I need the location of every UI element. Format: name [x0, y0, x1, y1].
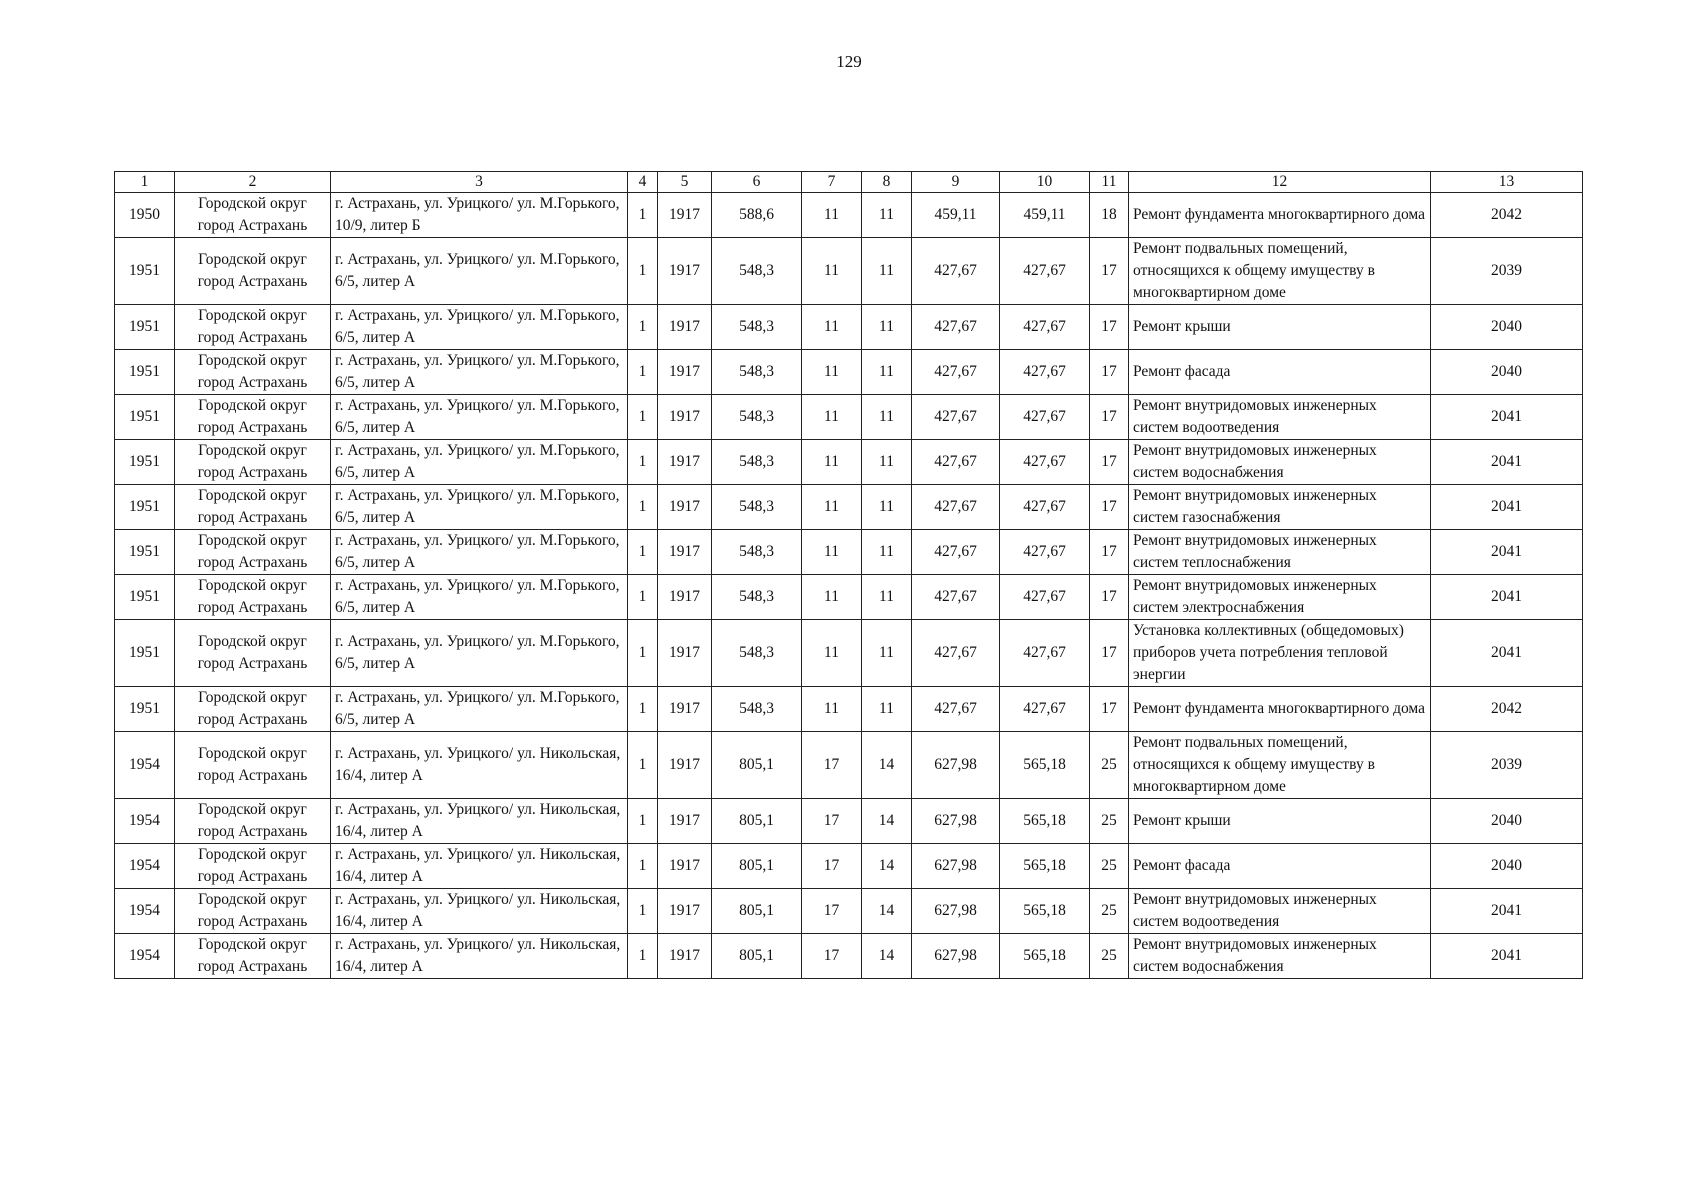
col8-cell: 11	[862, 238, 912, 305]
table-row	[115, 732, 1583, 799]
year-cell: 2040	[1431, 799, 1583, 844]
col11-cell: 25	[1090, 934, 1129, 979]
col9-cell: 427,67	[912, 305, 1000, 350]
column-header-4: 4	[628, 172, 658, 193]
col11-cell: 25	[1090, 799, 1129, 844]
row-number: 1954	[115, 934, 175, 979]
col4-cell: 1	[628, 530, 658, 575]
row-number: 1954	[115, 732, 175, 799]
col9-cell: 627,98	[912, 889, 1000, 934]
col7-cell: 17	[802, 934, 862, 979]
municipality-cell: Городской округ город Астрахань	[175, 193, 331, 238]
col4-cell: 1	[628, 395, 658, 440]
row-number: 1951	[115, 305, 175, 350]
table-row	[115, 440, 1583, 485]
col4-cell: 1	[628, 575, 658, 620]
col10-cell: 427,67	[1000, 530, 1090, 575]
column-header-6: 6	[712, 172, 802, 193]
year-cell: 2041	[1431, 485, 1583, 530]
col10-cell: 459,11	[1000, 193, 1090, 238]
year-cell: 2041	[1431, 620, 1583, 687]
col11-cell: 18	[1090, 193, 1129, 238]
col9-cell: 427,67	[912, 350, 1000, 395]
row-number: 1954	[115, 799, 175, 844]
address-cell: г. Астрахань, ул. Урицкого/ ул. М.Горького, 6/5, литер А	[331, 305, 628, 350]
col8-cell: 11	[862, 350, 912, 395]
work-type-cell: Ремонт подвальных помещений, относящихся к общему имуществу в многоквартирном доме	[1129, 732, 1431, 799]
col6-cell: 548,3	[712, 395, 802, 440]
municipality-cell: Городской округ город Астрахань	[175, 889, 331, 934]
col9-cell: 427,67	[912, 238, 1000, 305]
row-number: 1951	[115, 440, 175, 485]
col4-cell: 1	[628, 238, 658, 305]
year-cell: 2042	[1431, 687, 1583, 732]
col8-cell: 14	[862, 844, 912, 889]
col4-cell: 1	[628, 844, 658, 889]
address-cell: г. Астрахань, ул. Урицкого/ ул. Никольская, 16/4, литер А	[331, 732, 628, 799]
col8-cell: 11	[862, 575, 912, 620]
col7-cell: 11	[802, 395, 862, 440]
col7-cell: 17	[802, 732, 862, 799]
row-number: 1950	[115, 193, 175, 238]
municipality-cell: Городской округ город Астрахань	[175, 575, 331, 620]
col10-cell: 565,18	[1000, 799, 1090, 844]
municipality-cell: Городской округ город Астрахань	[175, 620, 331, 687]
col5-cell: 1917	[658, 934, 712, 979]
col8-cell: 11	[862, 687, 912, 732]
year-cell: 2040	[1431, 350, 1583, 395]
column-header-2: 2	[175, 172, 331, 193]
table-row	[115, 350, 1583, 395]
row-number: 1951	[115, 485, 175, 530]
column-header-13: 13	[1431, 172, 1583, 193]
col4-cell: 1	[628, 305, 658, 350]
col6-cell: 805,1	[712, 799, 802, 844]
col10-cell: 427,67	[1000, 575, 1090, 620]
col5-cell: 1917	[658, 799, 712, 844]
work-type-cell: Ремонт внутридомовых инженерных систем водоотведения	[1129, 395, 1431, 440]
col10-cell: 565,18	[1000, 889, 1090, 934]
table-body	[115, 193, 1583, 979]
col6-cell: 548,3	[712, 620, 802, 687]
col9-cell: 459,11	[912, 193, 1000, 238]
table-row	[115, 620, 1583, 687]
col8-cell: 14	[862, 732, 912, 799]
year-cell: 2042	[1431, 193, 1583, 238]
table-row	[115, 530, 1583, 575]
table-row	[115, 889, 1583, 934]
work-type-cell: Ремонт внутридомовых инженерных систем электроснабжения	[1129, 575, 1431, 620]
year-cell: 2040	[1431, 844, 1583, 889]
col5-cell: 1917	[658, 575, 712, 620]
column-header-12: 12	[1129, 172, 1431, 193]
row-number: 1954	[115, 844, 175, 889]
work-type-cell: Ремонт внутридомовых инженерных систем газоснабжения	[1129, 485, 1431, 530]
col10-cell: 427,67	[1000, 238, 1090, 305]
address-cell: г. Астрахань, ул. Урицкого/ ул. Никольская, 16/4, литер А	[331, 799, 628, 844]
municipality-cell: Городской округ город Астрахань	[175, 732, 331, 799]
table-row	[115, 799, 1583, 844]
municipality-cell: Городской округ город Астрахань	[175, 305, 331, 350]
col9-cell: 427,67	[912, 440, 1000, 485]
year-cell: 2041	[1431, 889, 1583, 934]
table-row	[115, 193, 1583, 238]
municipality-cell: Городской округ город Астрахань	[175, 844, 331, 889]
col8-cell: 11	[862, 193, 912, 238]
municipality-cell: Городской округ город Астрахань	[175, 799, 331, 844]
address-cell: г. Астрахань, ул. Урицкого/ ул. М.Горького, 6/5, литер А	[331, 440, 628, 485]
col7-cell: 11	[802, 687, 862, 732]
col11-cell: 17	[1090, 620, 1129, 687]
col11-cell: 17	[1090, 350, 1129, 395]
col9-cell: 627,98	[912, 844, 1000, 889]
col5-cell: 1917	[658, 732, 712, 799]
col7-cell: 11	[802, 485, 862, 530]
col10-cell: 565,18	[1000, 732, 1090, 799]
col4-cell: 1	[628, 687, 658, 732]
address-cell: г. Астрахань, ул. Урицкого/ ул. Никольская, 16/4, литер А	[331, 934, 628, 979]
work-type-cell: Ремонт внутридомовых инженерных систем водоотведения	[1129, 889, 1431, 934]
column-header-7: 7	[802, 172, 862, 193]
municipality-cell: Городской округ город Астрахань	[175, 687, 331, 732]
col11-cell: 17	[1090, 530, 1129, 575]
col5-cell: 1917	[658, 530, 712, 575]
address-cell: г. Астрахань, ул. Урицкого/ ул. М.Горького, 6/5, литер А	[331, 620, 628, 687]
address-cell: г. Астрахань, ул. Урицкого/ ул. Никольская, 16/4, литер А	[331, 889, 628, 934]
col7-cell: 17	[802, 889, 862, 934]
table-row	[115, 687, 1583, 732]
col8-cell: 14	[862, 934, 912, 979]
col11-cell: 17	[1090, 305, 1129, 350]
col5-cell: 1917	[658, 687, 712, 732]
col4-cell: 1	[628, 485, 658, 530]
address-cell: г. Астрахань, ул. Урицкого/ ул. Никольская, 16/4, литер А	[331, 844, 628, 889]
col9-cell: 627,98	[912, 934, 1000, 979]
col9-cell: 427,67	[912, 485, 1000, 530]
col7-cell: 11	[802, 238, 862, 305]
work-type-cell: Ремонт фундамента многоквартирного дома	[1129, 687, 1431, 732]
col7-cell: 11	[802, 305, 862, 350]
col7-cell: 11	[802, 620, 862, 687]
address-cell: г. Астрахань, ул. Урицкого/ ул. М.Горького, 6/5, литер А	[331, 350, 628, 395]
column-header-9: 9	[912, 172, 1000, 193]
col9-cell: 427,67	[912, 530, 1000, 575]
municipality-cell: Городской округ город Астрахань	[175, 485, 331, 530]
year-cell: 2041	[1431, 440, 1583, 485]
col9-cell: 627,98	[912, 732, 1000, 799]
col8-cell: 11	[862, 620, 912, 687]
year-cell: 2041	[1431, 395, 1583, 440]
municipality-cell: Городской округ город Астрахань	[175, 934, 331, 979]
col4-cell: 1	[628, 350, 658, 395]
address-cell: г. Астрахань, ул. Урицкого/ ул. М.Горького, 10/9, литер Б	[331, 193, 628, 238]
col9-cell: 427,67	[912, 620, 1000, 687]
row-number: 1951	[115, 575, 175, 620]
row-number: 1951	[115, 238, 175, 305]
col4-cell: 1	[628, 799, 658, 844]
row-number: 1951	[115, 350, 175, 395]
table-row	[115, 934, 1583, 979]
col5-cell: 1917	[658, 620, 712, 687]
year-cell: 2039	[1431, 238, 1583, 305]
col4-cell: 1	[628, 620, 658, 687]
work-type-cell: Ремонт внутридомовых инженерных систем теплоснабжения	[1129, 530, 1431, 575]
col8-cell: 14	[862, 889, 912, 934]
row-number: 1954	[115, 889, 175, 934]
column-header-1: 1	[115, 172, 175, 193]
col5-cell: 1917	[658, 889, 712, 934]
col10-cell: 427,67	[1000, 620, 1090, 687]
col5-cell: 1917	[658, 238, 712, 305]
col6-cell: 548,3	[712, 350, 802, 395]
col5-cell: 1917	[658, 485, 712, 530]
col8-cell: 14	[862, 799, 912, 844]
address-cell: г. Астрахань, ул. Урицкого/ ул. М.Горького, 6/5, литер А	[331, 530, 628, 575]
col7-cell: 11	[802, 350, 862, 395]
col8-cell: 11	[862, 440, 912, 485]
col10-cell: 427,67	[1000, 395, 1090, 440]
column-header-10: 10	[1000, 172, 1090, 193]
work-type-cell: Ремонт внутридомовых инженерных систем водоснабжения	[1129, 934, 1431, 979]
col6-cell: 805,1	[712, 732, 802, 799]
col6-cell: 805,1	[712, 844, 802, 889]
municipality-cell: Городской округ город Астрахань	[175, 440, 331, 485]
work-type-cell: Ремонт внутридомовых инженерных систем водоснабжения	[1129, 440, 1431, 485]
row-number: 1951	[115, 530, 175, 575]
address-cell: г. Астрахань, ул. Урицкого/ ул. М.Горького, 6/5, литер А	[331, 238, 628, 305]
col11-cell: 17	[1090, 485, 1129, 530]
col10-cell: 427,67	[1000, 687, 1090, 732]
col10-cell: 427,67	[1000, 305, 1090, 350]
col11-cell: 17	[1090, 238, 1129, 305]
address-cell: г. Астрахань, ул. Урицкого/ ул. М.Горького, 6/5, литер А	[331, 575, 628, 620]
table-row	[115, 485, 1583, 530]
work-type-cell: Ремонт фасада	[1129, 844, 1431, 889]
col6-cell: 588,6	[712, 193, 802, 238]
row-number: 1951	[115, 620, 175, 687]
year-cell: 2041	[1431, 530, 1583, 575]
col6-cell: 548,3	[712, 305, 802, 350]
col6-cell: 548,3	[712, 530, 802, 575]
col8-cell: 11	[862, 395, 912, 440]
col11-cell: 17	[1090, 440, 1129, 485]
col10-cell: 427,67	[1000, 440, 1090, 485]
col6-cell: 548,3	[712, 440, 802, 485]
work-type-cell: Ремонт подвальных помещений, относящихся к общему имуществу в многоквартирном доме	[1129, 238, 1431, 305]
municipality-cell: Городской округ город Астрахань	[175, 238, 331, 305]
column-header-5: 5	[658, 172, 712, 193]
col9-cell: 627,98	[912, 799, 1000, 844]
col6-cell: 548,3	[712, 575, 802, 620]
col11-cell: 17	[1090, 687, 1129, 732]
col7-cell: 17	[802, 799, 862, 844]
column-header-3: 3	[331, 172, 628, 193]
col6-cell: 548,3	[712, 687, 802, 732]
col8-cell: 11	[862, 530, 912, 575]
col11-cell: 25	[1090, 732, 1129, 799]
work-type-cell: Ремонт фундамента многоквартирного дома	[1129, 193, 1431, 238]
column-header-11: 11	[1090, 172, 1129, 193]
col8-cell: 11	[862, 305, 912, 350]
municipality-cell: Городской округ город Астрахань	[175, 350, 331, 395]
year-cell: 2041	[1431, 934, 1583, 979]
table-row	[115, 844, 1583, 889]
col7-cell: 17	[802, 844, 862, 889]
col4-cell: 1	[628, 889, 658, 934]
address-cell: г. Астрахань, ул. Урицкого/ ул. М.Горького, 6/5, литер А	[331, 395, 628, 440]
col7-cell: 11	[802, 530, 862, 575]
col6-cell: 548,3	[712, 238, 802, 305]
col6-cell: 548,3	[712, 485, 802, 530]
year-cell: 2039	[1431, 732, 1583, 799]
col10-cell: 565,18	[1000, 844, 1090, 889]
col5-cell: 1917	[658, 440, 712, 485]
col4-cell: 1	[628, 732, 658, 799]
col10-cell: 565,18	[1000, 934, 1090, 979]
table-row	[115, 395, 1583, 440]
address-cell: г. Астрахань, ул. Урицкого/ ул. М.Горького, 6/5, литер А	[331, 485, 628, 530]
table-row	[115, 238, 1583, 305]
col6-cell: 805,1	[712, 889, 802, 934]
col7-cell: 11	[802, 193, 862, 238]
col6-cell: 805,1	[712, 934, 802, 979]
work-type-cell: Ремонт крыши	[1129, 305, 1431, 350]
table-header	[115, 172, 1583, 193]
work-type-cell: Установка коллективных (общедомовых) приборов учета потребления тепловой энергии	[1129, 620, 1431, 687]
repair-schedule-table	[114, 171, 1583, 979]
col7-cell: 11	[802, 575, 862, 620]
col10-cell: 427,67	[1000, 350, 1090, 395]
col9-cell: 427,67	[912, 395, 1000, 440]
municipality-cell: Городской округ город Астрахань	[175, 530, 331, 575]
row-number: 1951	[115, 687, 175, 732]
page-number: 129	[836, 52, 862, 71]
col10-cell: 427,67	[1000, 485, 1090, 530]
col11-cell: 25	[1090, 889, 1129, 934]
table-row	[115, 575, 1583, 620]
col11-cell: 25	[1090, 844, 1129, 889]
municipality-cell: Городской округ город Астрахань	[175, 395, 331, 440]
year-cell: 2040	[1431, 305, 1583, 350]
table-row	[115, 305, 1583, 350]
row-number: 1951	[115, 395, 175, 440]
col11-cell: 17	[1090, 575, 1129, 620]
work-type-cell: Ремонт крыши	[1129, 799, 1431, 844]
col8-cell: 11	[862, 485, 912, 530]
col11-cell: 17	[1090, 395, 1129, 440]
col5-cell: 1917	[658, 844, 712, 889]
col4-cell: 1	[628, 193, 658, 238]
address-cell: г. Астрахань, ул. Урицкого/ ул. М.Горького, 6/5, литер А	[331, 687, 628, 732]
col5-cell: 1917	[658, 193, 712, 238]
col5-cell: 1917	[658, 395, 712, 440]
work-type-cell: Ремонт фасада	[1129, 350, 1431, 395]
column-header-8: 8	[862, 172, 912, 193]
col9-cell: 427,67	[912, 687, 1000, 732]
col7-cell: 11	[802, 440, 862, 485]
year-cell: 2041	[1431, 575, 1583, 620]
col4-cell: 1	[628, 440, 658, 485]
col9-cell: 427,67	[912, 575, 1000, 620]
col5-cell: 1917	[658, 350, 712, 395]
col5-cell: 1917	[658, 305, 712, 350]
header-row	[115, 172, 1583, 193]
col4-cell: 1	[628, 934, 658, 979]
